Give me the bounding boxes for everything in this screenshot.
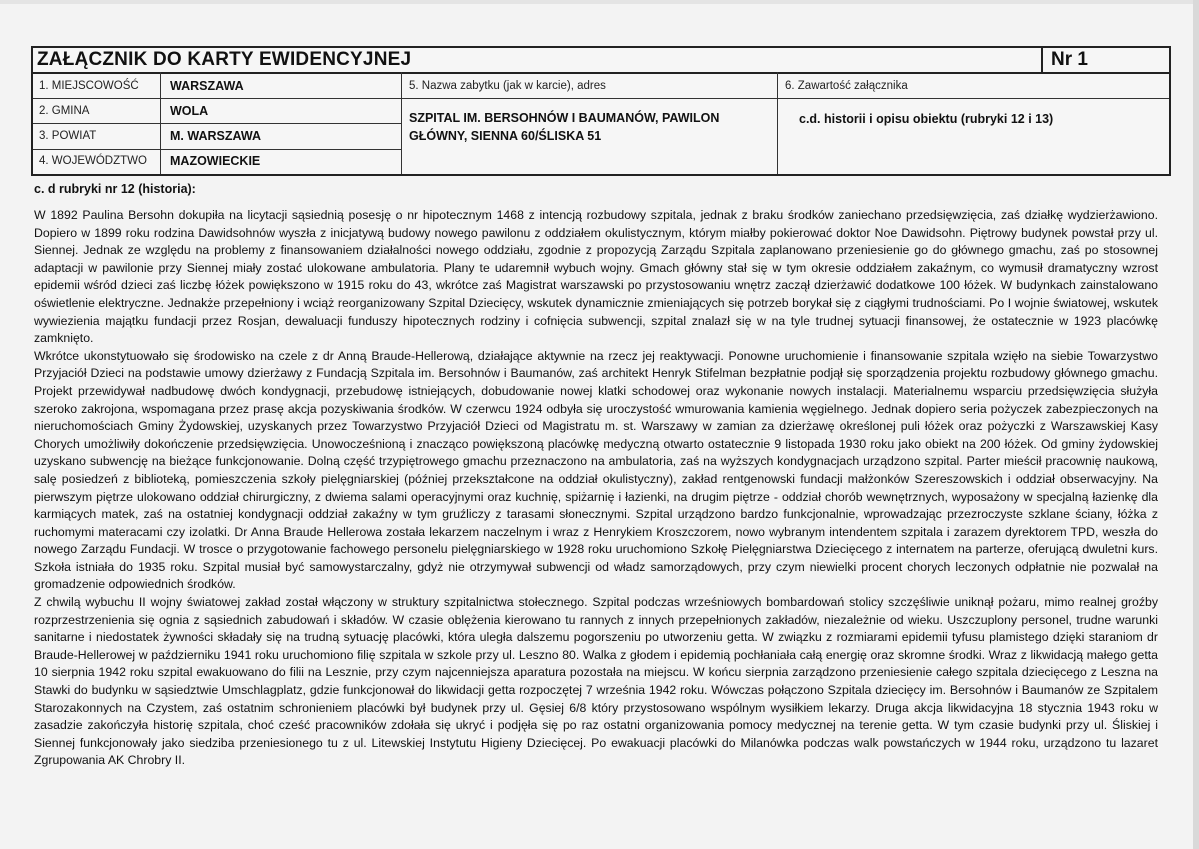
history-paragraph: Wkrótce ukonstytuowało się środowisko na czele z dr Anną Braude-Hellerową, działające aktywnie na rzecz jej reaktywacji. Ponowne uruchomienie i finansowanie szpitala wzięło na siebie Towarzystwo Przyjaciół Dzieci na podstawie umowy dzierżawy z Fundacją Szpitala im. Bersohnów i Baumanów, zaś architekt Henryk Stifelman bezpłatnie podjął się sporządzenia projektu rozbudowy głównego gmachu. Projekt przewidywał nadbudowę dwóch kondygnacji, przebudowę istniejących, dobudowanie nowej klatki schodowej oraz wykonanie nowych instalacji. Materialnemu wsparciu przedsięwzięcia służyła szeroko zakrojona, wspomagana przez prasę akcja pozyskiwania środków. W czerwcu 1924 odbyła się uroczystość wmurowania kamienia węgielnego. Jednak dopiero seria pożyczek zabezpieczonych na nieruchomościach Gminy Żydowskiej, uzyskanych przez Towarzystwo Przyjaciół Dzieci od Magistratu m. st. Warszawy w zamian za dzierżawę określonej puli łóżek oraz pożyczki z Warszawskiej Kasy Chorych umożliwiły dokończenie przedsięwzięcia. Unowocześnioną i znacząco powiększoną placówkę medyczną otwarto ostatecznie 9 listopada 1930 roku jako obiekt na 200 łóżek. Od gminy żydowskiej uzyskano subwencję na bieżące funkcjonowanie. Dolną część trzypiętrowego gmachu przeznaczono na ambulatoria, zaś na wyższych kondygnacjach urządzono szpital. Parter mieścił pracownię naukową, salę posiedzeń z biblioteką, pomieszczenia szkoły pielęgniarskiej (później przekształcone na oddział okulistyczny), zakład rentgenowski fundacji małżonków Szereszowskich i oddział obserwacyjny. Na pierwszym piętrze ulokowano oddział chirurgiczny, z dwiema salami operacyjnymi oraz kuchnię, spiżarnię i łazienki, na drugim piętrze - oddział chorób wewnętrznych, wyposażony w specjalną łazienkę dla karmiących matek, zaś na ostatniej kondygnacji oddział zakaźny w tym gruźliczy z tarasami słonecznymi. Szpital urządzono bardzo funkcjonalnie, wprowadzając przezroczyste szklane ściany, łóżka z ruchomymi materacami czy izolatki. Dr Anna Braude Hellerowa została lekarzem naczelnym i wraz z Henrykiem Kroszczorem, nowo wybranym intendentem szpitala i zarazem dyrektorem TPD, weszła do nowego Zarządu Fundacji. W trosce o przygotowanie fachowego personelu pielęgniarskiego w 1928 roku uruchomiono Szkołę Pielęgniarstwa Dziecięcego z internatem na parterze, oferującą dwuletni kurs. Szkoła istniała do 1935 roku. Szpital musiał być samowystarczalny, gdyż nie otrzymywał subwencji od władz samorządowych, przy czym niewielki procent chorych leczonych odpłatnie nie pozwalał na gromadzenie odpowiednich środków. (34, 348, 1158, 592)
nr-divider (1041, 48, 1043, 72)
value-wojewodztwo: MAZOWIECKIE (170, 154, 261, 168)
section-heading: c. d rubryki nr 12 (historia): (34, 182, 196, 196)
history-text (34, 207, 1158, 770)
row-divider-header (401, 98, 1169, 99)
label-wojewodztwo: 4. WOJEWÓDZTWO (39, 155, 147, 167)
col-divider-label (160, 72, 161, 174)
history-paragraph: W 1892 Paulina Bersohn dokupiła na licytacji sąsiednią posesję o nr hipotecznym 1468 z intencją rozbudowy szpitala, jednak z braku środków zaniechano przedsięwzięcia, zaś działkę wydzierżawiono. Dopiero w 1899 roku rodzina Dawidsohnów wyszła z inicjatywą budowy nowego pawilonu z oddziałem okulistycznym, którym miałby pokierować doktor Noe Dawidsohn. Piętrowy budynek powstał przy ul. Siennej. Jednak ze względu na problemy z finansowaniem działalności nowego oddziału, zgodnie z propozycją Zarządu Szpitala zaplanowano przeniesienie go do głównego gmachu, zaś po stosownej adaptacji w pawilonie przy Siennej miały zostać ulokowane ambulatoria. Plany te udaremnił wybuch wojny. Gmach główny stał się w tym okresie oddziałem zakaźnym, co wymusił dramatyczny wzrost epidemii wśród dzieci zaś liczbę łóżek powiększono w 1915 roku do 43, wkrótce zaś Magistrat warszawski po przystosowaniu wnętrz zaczął dzierżawić dodatkowe 100 łóżek. W budynkach zainstalowano oświetlenie elektryczne. Jednakże przepełniony i wciąż reorganizowany Szpital Dziecięcy, wskutek dynamicznie zmieniających się potrzeb borykał się z ciągłymi trudnościami. Po I wojnie światowej, wskutek wywiezienia majątku fundacji przez Rosjan, dewaluacji funduszy hipotecznych rodziny i cofnięcia subwencji, szpital znalazł się w na tyle trudnej sytuacji finansowej, że ostatecznie w 1923 placówkę zamknięto. (34, 208, 1158, 346)
col-divider-right (777, 72, 778, 174)
scan-top-edge (0, 0, 1199, 4)
value-zawartosc: c.d. historii i opisu obiektu (rubryki 12 i 13) (799, 112, 1054, 126)
value-miejscowosc: WARSZAWA (170, 79, 244, 93)
title-bar (33, 48, 1169, 74)
value-gmina: WOLA (170, 104, 209, 118)
label-gmina: 2. GMINA (39, 105, 90, 117)
label-powiat: 3. POWIAT (39, 130, 97, 142)
row-divider-1 (33, 98, 401, 99)
label-zawartosc: 6. Zawartość załącznika (785, 80, 908, 92)
document-title: ZAŁĄCZNIK DO KARTY EWIDENCYJNEJ (37, 49, 412, 70)
value-nazwa: SZPITAL IM. BERSOHNÓW I BAUMANÓW, PAWILON GŁÓWNY, SIENNA 60/ŚLISKA 51 (409, 111, 720, 143)
row-divider-2 (33, 123, 401, 124)
header-table (31, 46, 1171, 176)
label-miejscowosc: 1. MIEJSCOWOŚĆ (39, 80, 139, 92)
value-powiat: M. WARSZAWA (170, 129, 261, 143)
row-divider-3 (33, 149, 401, 150)
scan-right-edge (1193, 0, 1199, 849)
label-nazwa: 5. Nazwa zabytku (jak w karcie), adres (409, 80, 606, 92)
document-number: Nr 1 (1051, 49, 1088, 70)
col-divider-middle (401, 72, 402, 174)
history-paragraph: Z chwilą wybuchu II wojny światowej zakład został włączony w struktury szpitalnictwa stołecznego. Szpital podczas wrześniowych bombardowań stolicy szczęśliwie uniknął pożaru, mimo realnej groźby rozprzestrzenienia się ognia z sąsiednich zabudowań i składów. W czasie oblężenia kierowano tu rannych z innych przepełnionych zakładów, niezależnie od wieku. Uszczuplony personel, trudne warunki sanitarne i niedostatek żywności składały się na trudną sytuację placówki, która uległa dalszemu pogorszeniu po utworzeniu getta. W związku z rozmiarami epidemii tyfusu plamistego dzięki staraniom dr Braude-Hellerowej w październiku 1941 roku uruchomiono filię szpitala w szkole przy ul. Leszno 80. Walka z głodem i epidemią pochłaniała całą energię oraz skromne środki. Wraz z likwidacją małego getta 10 sierpnia 1942 roku szpital ewakuowano do filii na Lesznie, przy czym najcenniejsza aparatura pozostała na miejscu. W końcu sierpnia zarządzono przeniesienie całego szpitala dziecięcego z Leszna na Stawki do budynku w sąsiedztwie Umschlagplatz, gdzie funkcjonował do likwidacji getta rozpoczętej 7 września 1942 roku. Wówczas połączono Szpitala dziecięcy im. Bersohnów i Baumanów ze Szpitalem Starozakonnych na Czystem, zaś ostatnim schronieniem placówki był budynek przy ul. Gęsiej 6/8 który przystosowano wspólnym wysiłkiem lekarzy. Druga akcja likwidacyjna 18 stycznia 1943 roku w zasadzie zakończyła historię szpitala, choć cześć pracowników zdołała się ukryć i podjęła się po raz ostatni organizowania pomocy medycznej na terenie getta. W tym czasie budynki przy ul. Śliskiej i Siennej funkcjonowały jako siedziba przeniesionego tu z ul. Litewskiej Instytutu Higieny Dziecięcej. Po ewakuacji placówki do Milanówka podczas walk powstańczych w 1944 roku, urządzono tu lazaret Zgrupowania AK Chrobry II. (34, 595, 1158, 768)
